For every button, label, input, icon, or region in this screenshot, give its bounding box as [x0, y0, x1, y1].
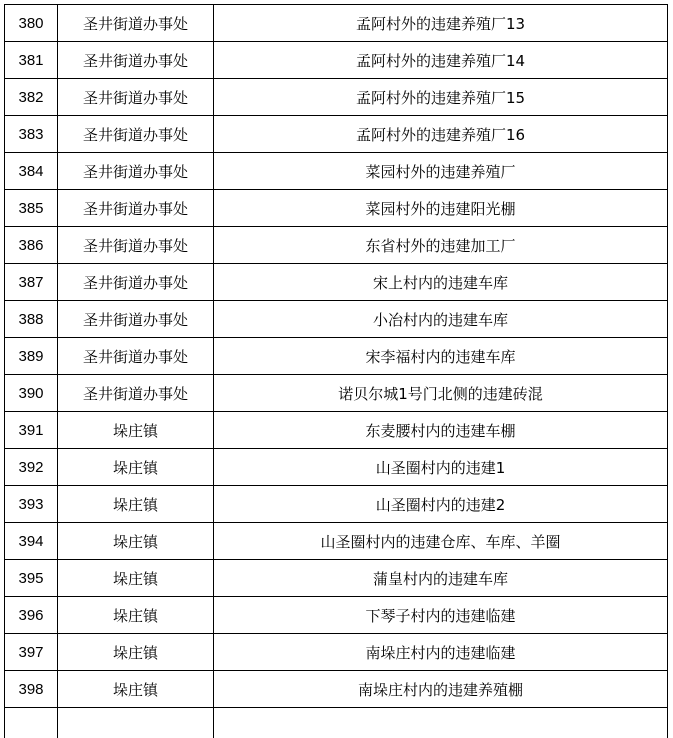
table-row — [5, 153, 668, 190]
table-row — [5, 42, 668, 79]
row-description-cell: 孟阿村外的违建养殖厂16 — [214, 116, 668, 153]
row-description-cell: 下琴子村内的违建临建 — [214, 597, 668, 634]
row-description-cell: 菜园村外的违建养殖厂 — [214, 153, 668, 190]
table-row — [5, 486, 668, 523]
row-description-cell: 蒲皇村内的违建车库 — [214, 560, 668, 597]
record-sheet — [4, 4, 666, 738]
row-unit-cell: 垛庄镇 — [58, 412, 214, 449]
row-unit-cell: 圣井街道办事处 — [58, 5, 214, 42]
row-number-cell: 380 — [5, 5, 58, 42]
row-unit-cell: 圣井街道办事处 — [58, 79, 214, 116]
empty-cell — [214, 708, 668, 738]
table-row — [5, 264, 668, 301]
row-unit-cell: 圣井街道办事处 — [58, 227, 214, 264]
row-number-cell: 386 — [5, 227, 58, 264]
row-description-cell: 菜园村外的违建阳光棚 — [214, 190, 668, 227]
row-description-cell: 孟阿村外的违建养殖厂13 — [214, 5, 668, 42]
row-unit-cell: 圣井街道办事处 — [58, 264, 214, 301]
row-number-cell: 390 — [5, 375, 58, 412]
table-row — [5, 523, 668, 560]
table-row — [5, 79, 668, 116]
row-number-cell: 387 — [5, 264, 58, 301]
row-number-cell: 396 — [5, 597, 58, 634]
table-row — [5, 227, 668, 264]
row-unit-cell: 圣井街道办事处 — [58, 338, 214, 375]
row-description-cell: 诺贝尔城1号门北侧的违建砖混 — [214, 375, 668, 412]
row-description-cell: 宋上村内的违建车库 — [214, 264, 668, 301]
row-unit-cell: 垛庄镇 — [58, 560, 214, 597]
row-unit-cell: 垛庄镇 — [58, 449, 214, 486]
empty-cell — [58, 708, 214, 738]
row-unit-cell: 圣井街道办事处 — [58, 375, 214, 412]
row-unit-cell: 圣井街道办事处 — [58, 42, 214, 79]
row-number-cell: 383 — [5, 116, 58, 153]
row-unit-cell: 圣井街道办事处 — [58, 190, 214, 227]
row-description-cell: 山圣圈村内的违建1 — [214, 449, 668, 486]
row-unit-cell: 垛庄镇 — [58, 523, 214, 560]
table-row — [5, 597, 668, 634]
row-description-cell: 东省村外的违建加工厂 — [214, 227, 668, 264]
table-row — [5, 412, 668, 449]
table-row — [5, 5, 668, 42]
row-number-cell: 394 — [5, 523, 58, 560]
table-row — [5, 116, 668, 153]
table-row — [5, 560, 668, 597]
table-row — [5, 301, 668, 338]
row-description-cell: 宋李福村内的违建车库 — [214, 338, 668, 375]
row-description-cell: 孟阿村外的违建养殖厂15 — [214, 79, 668, 116]
table-row — [5, 671, 668, 708]
table-row — [5, 338, 668, 375]
row-unit-cell: 垛庄镇 — [58, 486, 214, 523]
row-number-cell: 397 — [5, 634, 58, 671]
table-row-partial — [5, 708, 668, 738]
table-body — [5, 5, 668, 738]
table-row — [5, 190, 668, 227]
row-description-cell: 山圣圈村内的违建2 — [214, 486, 668, 523]
row-description-cell: 孟阿村外的违建养殖厂14 — [214, 42, 668, 79]
row-number-cell: 385 — [5, 190, 58, 227]
table-row — [5, 634, 668, 671]
row-description-cell: 东麦腰村内的违建车棚 — [214, 412, 668, 449]
row-number-cell: 395 — [5, 560, 58, 597]
row-number-cell: 391 — [5, 412, 58, 449]
row-number-cell: 382 — [5, 79, 58, 116]
row-unit-cell: 圣井街道办事处 — [58, 116, 214, 153]
row-number-cell: 389 — [5, 338, 58, 375]
row-number-cell: 393 — [5, 486, 58, 523]
violation-table — [4, 4, 668, 738]
empty-cell — [5, 708, 58, 738]
row-description-cell: 南垛庄村内的违建养殖棚 — [214, 671, 668, 708]
row-number-cell: 388 — [5, 301, 58, 338]
row-number-cell: 384 — [5, 153, 58, 190]
row-number-cell: 381 — [5, 42, 58, 79]
row-unit-cell: 圣井街道办事处 — [58, 153, 214, 190]
table-row — [5, 449, 668, 486]
table-row — [5, 375, 668, 412]
row-number-cell: 392 — [5, 449, 58, 486]
row-unit-cell: 垛庄镇 — [58, 634, 214, 671]
row-unit-cell: 圣井街道办事处 — [58, 301, 214, 338]
row-description-cell: 南垛庄村内的违建临建 — [214, 634, 668, 671]
row-number-cell: 398 — [5, 671, 58, 708]
row-unit-cell: 垛庄镇 — [58, 671, 214, 708]
row-unit-cell: 垛庄镇 — [58, 597, 214, 634]
row-description-cell: 小冶村内的违建车库 — [214, 301, 668, 338]
row-description-cell: 山圣圈村内的违建仓库、车库、羊圈 — [214, 523, 668, 560]
